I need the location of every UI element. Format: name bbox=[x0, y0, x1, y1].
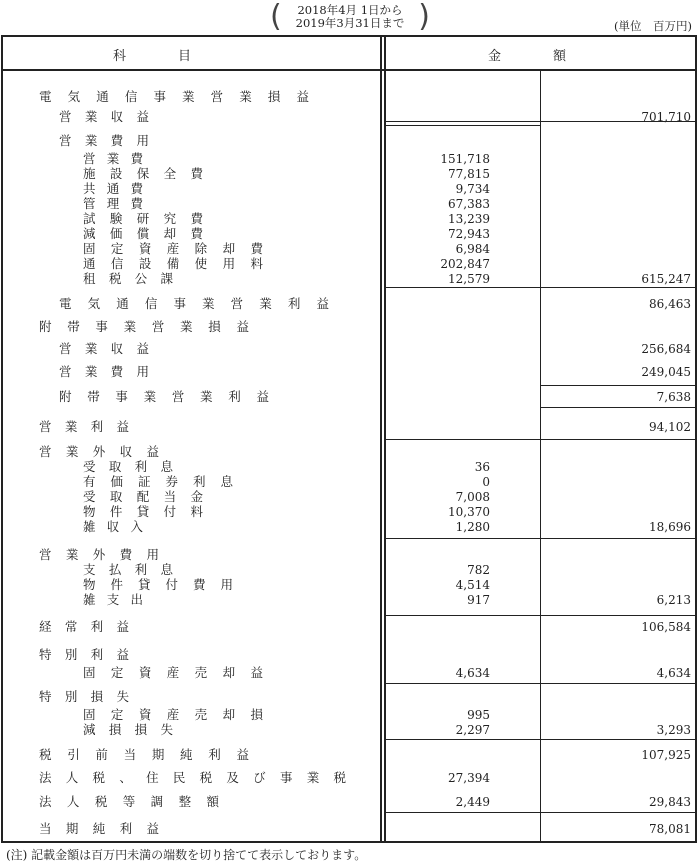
row-label-text: 電気通信事業営業利益 bbox=[59, 296, 329, 311]
row-label bbox=[83, 577, 233, 593]
row-label bbox=[83, 271, 173, 287]
row-amount-detail: 2,449 bbox=[455, 795, 490, 809]
row-label bbox=[39, 747, 249, 763]
row-label bbox=[83, 211, 203, 227]
header-amount: 金 額 bbox=[488, 49, 567, 64]
row-label-text: 営業収益 bbox=[59, 109, 149, 124]
row-label-text: 物件貸付料 bbox=[83, 504, 203, 519]
column-divider-double-a bbox=[380, 37, 382, 841]
row-label bbox=[83, 241, 263, 257]
header-item: 科 目 bbox=[113, 49, 192, 64]
period-to: 2019年3月31日まで bbox=[295, 16, 405, 30]
amount-column-separator bbox=[540, 71, 541, 841]
unit-label: (単位 百万円) bbox=[614, 19, 692, 33]
row-label-text: 雑支出 bbox=[83, 592, 143, 607]
row-label bbox=[39, 794, 219, 810]
row-label-text: 通信設備使用料 bbox=[83, 256, 263, 271]
row-label-text: 試験研究費 bbox=[83, 211, 203, 226]
row-label bbox=[39, 444, 159, 460]
row-amount-total: 701,710 bbox=[641, 110, 691, 124]
row-label-text: 営業費用 bbox=[59, 133, 149, 148]
row-label-text: 営業収益 bbox=[59, 341, 149, 356]
left-bracket: ( bbox=[270, 0, 282, 34]
row-label bbox=[83, 519, 143, 535]
row-label-text: 法人税、住民税及び事業税 bbox=[39, 770, 346, 785]
row-amount-total: 78,081 bbox=[649, 822, 691, 836]
row-amount-detail: 4,634 bbox=[455, 666, 490, 680]
row-amount-total: 7,638 bbox=[656, 390, 691, 404]
row-label bbox=[83, 474, 233, 490]
row-label bbox=[59, 364, 149, 380]
row-amount-detail: 67,383 bbox=[448, 197, 490, 211]
row-amount-detail: 27,394 bbox=[448, 771, 490, 785]
row-label bbox=[59, 109, 149, 125]
row-amount-total: 3,293 bbox=[656, 723, 691, 737]
row-amount-total: 6,213 bbox=[656, 593, 691, 607]
row-label-text: 営業費用 bbox=[59, 364, 149, 379]
row-amount-total: 4,634 bbox=[656, 666, 691, 680]
row-label-text: 受取利息 bbox=[83, 459, 173, 474]
row-label-text: 営業外収益 bbox=[39, 444, 159, 459]
row-label bbox=[39, 647, 129, 663]
row-label-text: 電気通信事業営業損益 bbox=[39, 89, 309, 104]
row-label-text: 附帯事業営業損益 bbox=[39, 319, 249, 334]
row-label-text: 物件貸付費用 bbox=[83, 577, 233, 592]
row-label-text: 附帯事業営業利益 bbox=[59, 389, 269, 404]
table-header bbox=[3, 37, 695, 71]
row-amount-detail: 36 bbox=[474, 460, 490, 474]
rule-line bbox=[540, 407, 695, 408]
row-label bbox=[39, 689, 129, 705]
row-label bbox=[39, 619, 129, 635]
rule-line bbox=[384, 125, 540, 126]
row-label bbox=[83, 722, 173, 738]
row-amount-total: 106,584 bbox=[641, 620, 691, 634]
rule-line bbox=[540, 385, 695, 386]
row-amount-total: 29,843 bbox=[649, 795, 691, 809]
row-label bbox=[83, 459, 173, 475]
row-label-text: 減損損失 bbox=[83, 722, 173, 737]
row-amount-detail: 13,239 bbox=[448, 212, 490, 226]
row-label bbox=[83, 196, 143, 212]
row-label-text: 営業利益 bbox=[39, 419, 129, 434]
row-label-text: 固定資産売却益 bbox=[83, 665, 263, 680]
rule-line bbox=[384, 841, 695, 842]
row-amount-total: 615,247 bbox=[641, 272, 691, 286]
row-label-text: 租税公課 bbox=[83, 271, 173, 286]
row-label-text: 経常利益 bbox=[39, 619, 129, 634]
row-label-text: 施設保全費 bbox=[83, 166, 203, 181]
period-from: 2018年4月 1日から bbox=[297, 3, 403, 17]
row-label-text: 雑収入 bbox=[83, 519, 143, 534]
row-amount-detail: 202,847 bbox=[440, 257, 490, 271]
row-amount-total: 94,102 bbox=[649, 420, 691, 434]
row-label bbox=[59, 133, 149, 149]
row-label-text: 営業外費用 bbox=[39, 547, 159, 562]
row-label bbox=[59, 341, 149, 357]
row-label bbox=[39, 770, 346, 786]
row-label bbox=[39, 419, 129, 435]
row-label bbox=[83, 166, 203, 182]
row-amount-detail: 1,280 bbox=[455, 520, 490, 534]
row-amount-detail: 72,943 bbox=[448, 227, 490, 241]
row-amount-detail: 995 bbox=[467, 708, 490, 722]
row-label bbox=[39, 821, 159, 837]
row-label-text: 法人税等調整額 bbox=[39, 794, 219, 809]
row-label bbox=[83, 592, 143, 608]
row-amount-detail: 12,579 bbox=[448, 272, 490, 286]
row-amount-detail: 9,734 bbox=[455, 182, 490, 196]
row-label bbox=[59, 389, 269, 405]
row-amount-detail: 0 bbox=[482, 475, 490, 489]
row-amount-detail: 77,815 bbox=[448, 167, 490, 181]
row-amount-total: 18,696 bbox=[649, 520, 691, 534]
row-amount-detail: 151,718 bbox=[440, 152, 490, 166]
row-label-text: 固定資産除却費 bbox=[83, 241, 263, 256]
row-label-text: 管理費 bbox=[83, 196, 143, 211]
row-amount-detail: 6,984 bbox=[455, 242, 490, 256]
row-label-text: 減価償却費 bbox=[83, 226, 203, 241]
row-amount-detail: 2,297 bbox=[455, 723, 490, 737]
row-amount-total: 86,463 bbox=[649, 297, 691, 311]
row-label-text: 支払利息 bbox=[83, 562, 173, 577]
row-label bbox=[83, 665, 263, 681]
fiscal-period bbox=[270, 2, 430, 32]
row-label bbox=[83, 181, 143, 197]
row-label-text: 当期純利益 bbox=[39, 821, 159, 836]
right-bracket: ) bbox=[418, 0, 430, 34]
footnote: (注) 記載金額は百万円未満の端数を切り捨てて表示しております。 bbox=[6, 848, 367, 862]
row-label-text: 特別利益 bbox=[39, 647, 129, 662]
row-label-text: 固定資産売却損 bbox=[83, 707, 263, 722]
row-amount-detail: 4,514 bbox=[455, 578, 490, 592]
row-label bbox=[83, 707, 263, 723]
row-label-text: 特別損失 bbox=[39, 689, 129, 704]
row-label-text: 共通費 bbox=[83, 181, 143, 196]
row-amount-total: 256,684 bbox=[641, 342, 691, 356]
row-label-text: 有価証券利息 bbox=[83, 474, 233, 489]
row-amount-detail: 10,370 bbox=[448, 505, 490, 519]
row-label bbox=[83, 504, 203, 520]
row-amount-detail: 782 bbox=[467, 563, 490, 577]
row-label bbox=[83, 489, 203, 505]
row-label-text: 税引前当期純利益 bbox=[39, 747, 249, 762]
row-label bbox=[83, 151, 143, 167]
row-label bbox=[39, 319, 249, 335]
row-label bbox=[83, 256, 263, 272]
row-label bbox=[83, 562, 173, 578]
row-label-text: 受取配当金 bbox=[83, 489, 203, 504]
row-amount-detail: 7,008 bbox=[455, 490, 490, 504]
row-label bbox=[59, 296, 329, 312]
row-label bbox=[39, 89, 309, 105]
income-statement-table bbox=[1, 35, 697, 843]
row-label bbox=[83, 226, 203, 242]
row-label-text: 営業費 bbox=[83, 151, 143, 166]
row-amount-total: 249,045 bbox=[641, 365, 691, 379]
row-label bbox=[39, 547, 159, 563]
row-amount-detail: 917 bbox=[467, 593, 490, 607]
row-amount-total: 107,925 bbox=[641, 748, 691, 762]
